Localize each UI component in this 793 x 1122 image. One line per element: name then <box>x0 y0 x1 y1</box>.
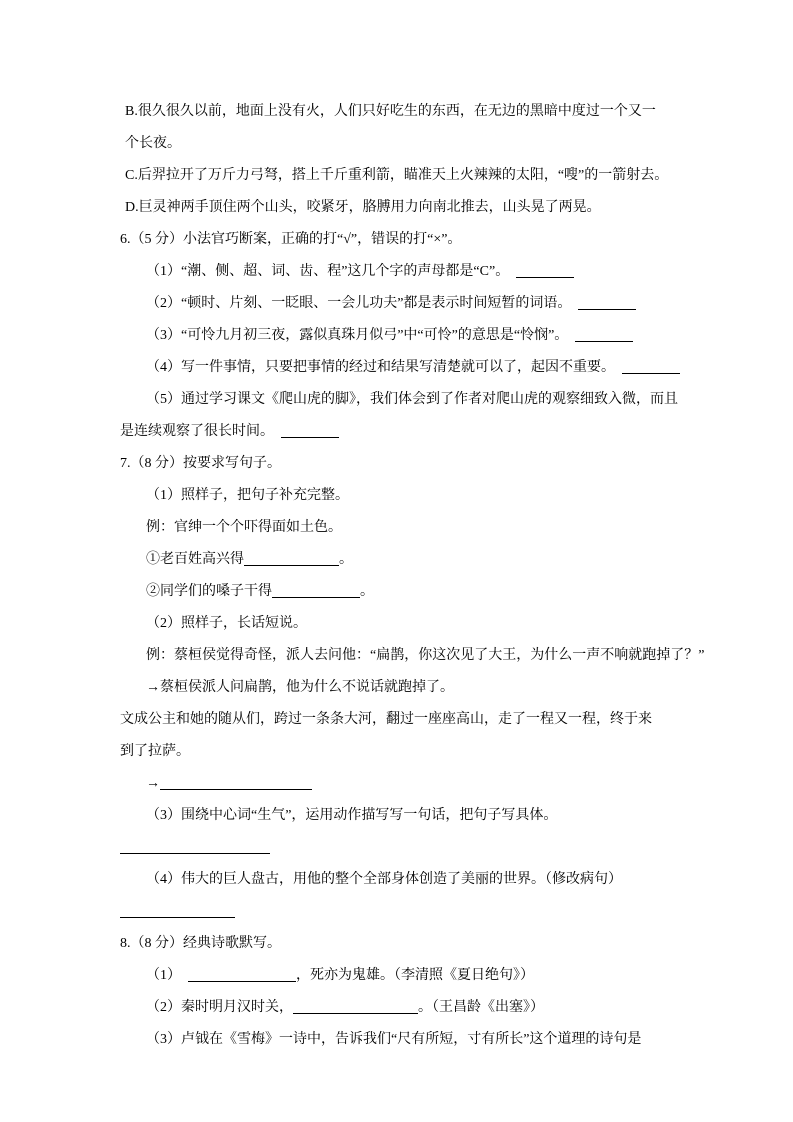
answer-blank <box>120 841 270 854</box>
text-run: （2）照样子，长话短说。 <box>146 616 307 631</box>
answer-blank <box>622 361 680 374</box>
answer-blank <box>516 265 574 278</box>
q6-item-5-line-2 <box>120 416 735 448</box>
q7-item-2-example-answer <box>120 672 735 704</box>
question-6-header <box>120 224 735 256</box>
q6-item-5-line-1 <box>120 384 735 416</box>
q8-item-1 <box>120 960 735 992</box>
option-d <box>120 192 735 224</box>
q7-item-3-answer-line <box>120 832 735 864</box>
q6-item-1 <box>120 256 735 288</box>
text-run: 例：蔡桓侯觉得奇怪，派人去问他：“扁鹊，你这次见了大王，为什么一声不响就跑掉了？” <box>146 648 705 663</box>
q6-item-2 <box>120 288 735 320</box>
text-run: （3）围绕中心词“生气”，运用动作描写写一句话，把句子写具体。 <box>146 808 558 823</box>
text-run: （2）“顿时、片刻、一眨眼、一会儿功夫”都是表示时间短暂的词语。 <box>146 296 579 311</box>
q6-item-4 <box>120 352 735 384</box>
text-run: （1）“潮、侧、超、词、齿、程”这几个字的声母都是“C”。 <box>146 264 517 279</box>
option-b-line-1 <box>120 96 735 128</box>
answer-blank <box>575 329 633 342</box>
text-run: 。 <box>360 584 374 599</box>
text-run: C.后羿拉开了万斤力弓弩，搭上千斤重利箭，瞄准天上火辣辣的太阳，“嗖”的一箭射去。 <box>125 168 669 183</box>
document-body <box>120 96 735 1056</box>
question-8-header <box>120 928 735 960</box>
question-7-header <box>120 448 735 480</box>
q7-item-2-answer-line <box>120 768 735 800</box>
text-run: （4）伟大的巨人盘古，用他的整个全部身体创造了美丽的世界。（修改病句） <box>146 872 622 887</box>
q7-item-2-example <box>120 640 735 672</box>
text-run: 6.（5 分）小法官巧断案，正确的打“√”，错误的打“×”。 <box>120 232 462 247</box>
q7-item-3-header <box>120 800 735 832</box>
text-run: （1） <box>146 968 188 983</box>
text-run: （1）照样子，把句子补充完整。 <box>146 488 349 503</box>
text-run: （3）卢钺在《雪梅》一诗中，告诉我们“尺有所短，寸有所长”这个道理的诗句是 <box>146 1032 642 1047</box>
text-run: →蔡桓侯派人问扁鹊，他为什么不说话就跑掉了。 <box>146 680 454 695</box>
text-run: ①老百姓高兴得 <box>146 552 244 567</box>
text-run: 到了拉萨。 <box>120 744 190 759</box>
text-run: （2）秦时明月汉时关， <box>146 1000 293 1015</box>
q7-sentence-2 <box>120 576 735 608</box>
answer-blank <box>120 905 235 918</box>
answer-blank <box>160 777 312 790</box>
answer-blank <box>244 553 339 566</box>
text-run: → <box>146 776 160 791</box>
q8-item-2 <box>120 992 735 1024</box>
answer-blank <box>272 585 360 598</box>
answer-blank <box>578 297 636 310</box>
option-b-line-2 <box>120 128 735 160</box>
text-run: 文成公主和她的随从们，跨过一条条大河，翻过一座座高山，走了一程又一程，终于来 <box>120 712 652 727</box>
text-run: D.巨灵神两手顶住两个山头，咬紧牙，胳膊用力向南北推去，山头晃了两晃。 <box>125 200 601 215</box>
text-run: 。 <box>339 552 353 567</box>
text-run: B.很久很久以前，地面上没有火，人们只好吃生的东西，在无边的黑暗中度过一个又一 <box>125 104 656 119</box>
text-run: ，死亦为鬼雄。（李清照《夏日绝句》） <box>296 968 534 983</box>
text-run: 个长夜。 <box>125 136 181 151</box>
answer-blank <box>281 425 339 438</box>
q8-item-3 <box>120 1024 735 1056</box>
q7-sentence-1 <box>120 544 735 576</box>
option-c <box>120 160 735 192</box>
q7-item-1-header <box>120 480 735 512</box>
answer-blank <box>293 1001 418 1014</box>
q7-item-2-header <box>120 608 735 640</box>
text-run: 是连续观察了很长时间。 <box>120 424 281 439</box>
text-run: 例：官绅一个个吓得面如土色。 <box>146 520 342 535</box>
text-run: 8.（8 分）经典诗歌默写。 <box>120 936 281 951</box>
text-run: （3）“可怜九月初三夜，露似真珠月似弓”中“可怜”的意思是“怜悯”。 <box>146 328 576 343</box>
q7-item-4-answer-line <box>120 896 735 928</box>
q7-item-2-text-line-2 <box>120 736 735 768</box>
q7-item-4-header <box>120 864 735 896</box>
q7-item-1-example <box>120 512 735 544</box>
text-run: 。（王昌龄《出塞》） <box>418 1000 544 1015</box>
q6-item-3 <box>120 320 735 352</box>
text-run: （4）写一件事情，只要把事情的经过和结果写清楚就可以了，起因不重要。 <box>146 360 622 375</box>
text-run: （5）通过学习课文《爬山虎的脚》，我们体会到了作者对爬山虎的观察细致入微，而且 <box>146 392 678 407</box>
answer-blank <box>188 969 296 982</box>
q7-item-2-text-line-1 <box>120 704 735 736</box>
text-run: ②同学们的嗓子干得 <box>146 584 272 599</box>
text-run: 7.（8 分）按要求写句子。 <box>120 456 281 471</box>
